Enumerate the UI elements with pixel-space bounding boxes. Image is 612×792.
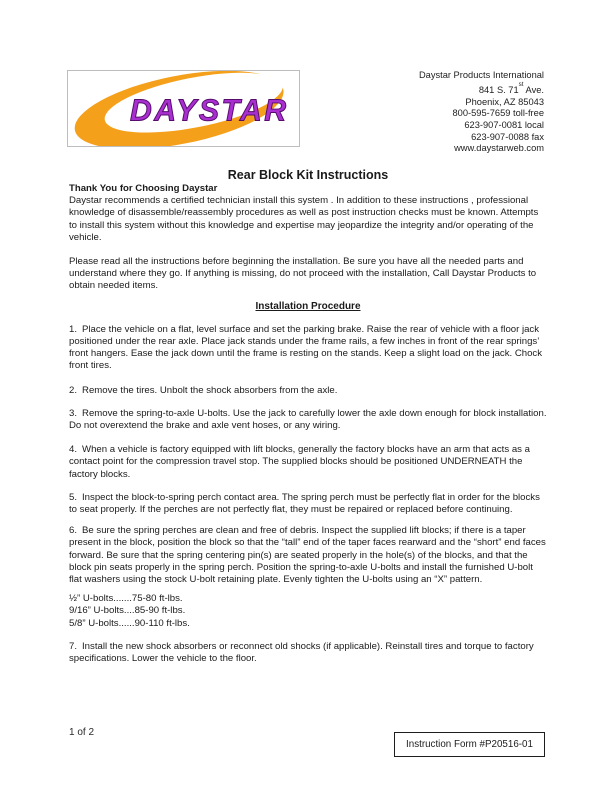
- address-line: 623-907-0081 local: [464, 119, 544, 130]
- step-number: 1.: [69, 323, 78, 335]
- step-text: Install the new shock absorbers or reconnect old shocks (if applicable). Reinstall tires and torque to factory specifications. Lower the vehicle to the floor.: [69, 640, 534, 665]
- header: [67, 70, 544, 155]
- website-text: www.daystarweb.com: [454, 143, 544, 154]
- daystar-swoosh-icon: [68, 71, 299, 146]
- step-3: [69, 408, 547, 432]
- step-number: 7.: [69, 640, 78, 652]
- torque-spec-nine-sixteenths: 9/16” U-bolts....85-90 ft-lbs.: [69, 605, 186, 617]
- address-line: 623-907-0088 fax: [471, 131, 544, 142]
- torque-spec-five-eighths: 5/8” U-bolts......90-110 ft-lbs.: [69, 617, 190, 629]
- intro-paragraph-1: Daystar recommends a certified technician install this system . In addition to these instructions , professional knowledge of disassemble/reassembly procedures as well as post instruction checks must be known. Attempts to install this system without this knowledge and expertise may jeopardize the integrity and/or operating of the vehicle.: [69, 195, 539, 243]
- page-number: 1 of 2: [69, 727, 95, 738]
- step-text: Remove the tires. Unbolt the shock absorbers from the axle.: [82, 384, 338, 396]
- step-2: [69, 385, 547, 397]
- page-title: Rear Block Kit Instructions: [227, 168, 389, 182]
- procedure-heading: Installation Procedure: [255, 300, 361, 312]
- address-line: 841 S. 71st Ave.: [478, 80, 544, 95]
- address-line: Daystar Products International: [418, 70, 544, 80]
- torque-specs: [69, 593, 547, 630]
- daystar-logo: [67, 70, 300, 147]
- step-number: 2.: [69, 384, 78, 396]
- intro-paragraph-2: Please read all the instructions before beginning the installation. Be sure you have all the needed parts and understand where they go. If anything is missing, do not proceed with the installation, Call Daystar Products to obtain needed items.: [69, 256, 537, 292]
- step-text: Remove the spring-to-axle U-bolts. Use the jack to carefully lower the axle down enough for block installation. Do not overextend the brake and axle vent hoses, or any wiring.: [69, 407, 547, 432]
- step-number: 4.: [69, 444, 78, 456]
- form-number-box: [394, 732, 545, 757]
- step-number: 3.: [69, 407, 78, 419]
- address-line: 800-595-7659 toll-free: [452, 108, 544, 119]
- address-line: Phoenix, AZ 85043: [465, 96, 544, 107]
- form-number-text: Instruction Form #P20516-01: [406, 739, 533, 750]
- intro-heading: Thank You for Choosing Daystar: [69, 183, 218, 194]
- daystar-logo-text: DAYSTAR: [130, 94, 289, 128]
- step-4: [69, 444, 547, 481]
- step-7: [69, 641, 547, 665]
- step-number: 5.: [69, 491, 78, 503]
- ordinal-superscript: st: [518, 80, 524, 88]
- company-address: [419, 70, 544, 155]
- step-text: Be sure the spring perches are clean and free of debris. Inspect the supplied lift blocks; if there is a taper present in the block, position the block so that the “tall” end of the taper faces rearward and the “short” end faces forward. Be sure that the spring centering pin(s) are seated properly in the hole(s) of the blocks, and that the block pin seats properly in the spring perch. Position the spring-to-axle U-bolts and install the furnished U-bolt flat washers using the stock U-bolt retaining plate. Evenly tighten the U-bolts using an “X” pattern.: [69, 525, 546, 586]
- step-6: [69, 525, 547, 586]
- step-text: Place the vehicle on a flat, level surface and set the parking brake. Raise the rear of vehicle with a floor jack positioned under the rear axle. Place jack stands under the frame rails, a few inches in front of the rear springs’ front hangers. Ease the jack down until the frame is resting on the stands. Keep a slight load on the jack. Chock front tires.: [69, 323, 543, 372]
- step-5: [69, 492, 547, 516]
- step-text: When a vehicle is factory equipped with lift blocks, generally the factory blocks have an arm that acts as a contact point for the compression travel stop. The supplied blocks should be positioned UNDERNEATH the factory blocks.: [69, 444, 530, 480]
- torque-spec-half-inch: ½” U-bolts.......75-80 ft-lbs.: [69, 593, 183, 605]
- step-1: [69, 324, 547, 373]
- step-text: Inspect the block-to-spring perch contact area. The spring perch must be perfectly flat in order for the blocks to seat properly. If the perches are not perfectly flat, they must be repaired or replaced before continuing.: [69, 491, 540, 516]
- document-body: [69, 147, 547, 665]
- step-number: 6.: [69, 525, 78, 537]
